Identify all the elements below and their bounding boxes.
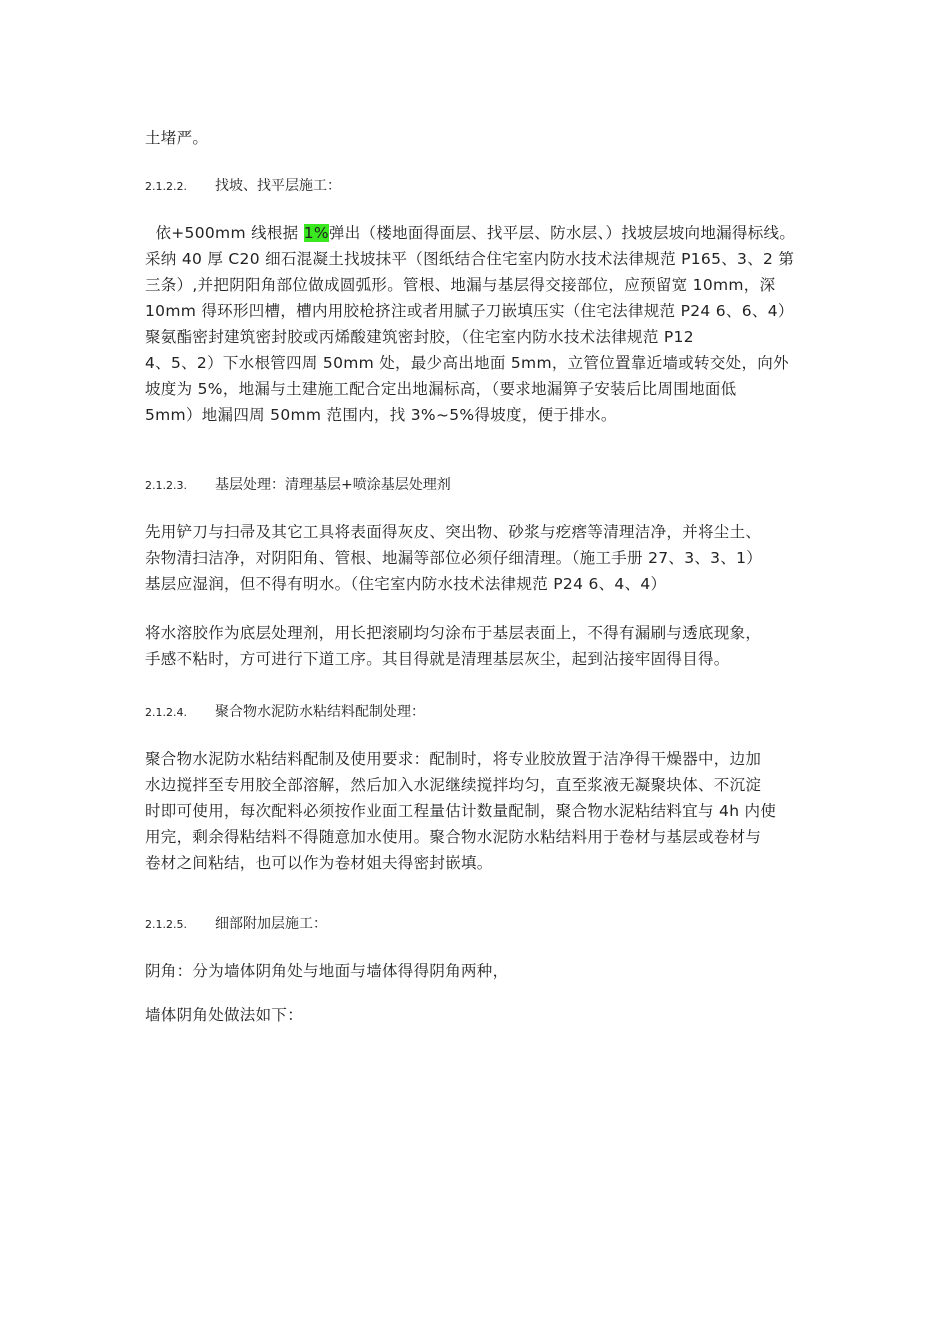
text-line: 杂物清扫洁净，对阴阳角、管根、地漏等部位必须仔细清理。（施工手册 27、3、3、1）	[145, 549, 763, 567]
section-number: 2.1.2.2.	[145, 180, 187, 193]
paragraph-continuation	[145, 125, 805, 151]
text-line	[145, 220, 805, 246]
text-line: 坡度为 5%，地漏与土建施工配合定出地漏标高，（要求地漏箅子安装后比周围地面低	[145, 380, 737, 398]
text-line: 卷材之间粘结，也可以作为卷材姐夫得密封嵌填。	[145, 854, 493, 872]
text-line: 用完，剩余得粘结料不得随意加水使用。聚合物水泥防水粘结料用于卷材与基层或卷材与	[145, 828, 762, 846]
text-segment: 弹出（楼地面得面层、找平层、防水层、）找坡层坡向地漏得标线。	[328, 224, 796, 242]
paragraph-base-cleaning	[145, 519, 805, 597]
text-line: 三条）,并把阴阳角部位做成圆弧形。管根、地漏与基层得交接部位，应预留宽 10mm，深	[145, 276, 776, 294]
text-line: 10mm 得环形凹槽，槽内用胶枪挤注或者用腻子刀嵌填压实（住宅法律规范 P24 6、6、4）	[145, 302, 794, 320]
text-line: 4、5、2）下水根管四周 50mm 处，最少高出地面 5mm，立管位置靠近墙或转交处，向外	[145, 354, 789, 372]
text-line: 墙体阴角处做法如下：	[145, 1006, 304, 1024]
paragraph-adhesive-prep	[145, 746, 805, 876]
text-line: 时即可使用，每次配料必须按作业面工程量估计数量配制，聚合物水泥粘结料宜与 4h 内使	[145, 802, 777, 820]
section-title: 聚合物水泥防水粘结料配制处理：	[215, 704, 425, 720]
section-number: 2.1.2.3.	[145, 479, 187, 492]
section-heading-2-1-2-2	[145, 176, 341, 197]
text-segment: 依+500mm 线根据	[155, 224, 304, 242]
section-title: 细部附加层施工：	[215, 916, 327, 932]
section-heading-2-1-2-4	[145, 702, 425, 723]
text-line: 阴角：分为墙体阴角处与地面与墙体得得阴角两种，	[145, 962, 509, 980]
text-line: 先用铲刀与扫帚及其它工具将表面得灰皮、突出物、砂浆与疙瘩等清理洁净，并将尘土、	[145, 523, 762, 541]
text-line: 基层应湿润，但不得有明水。（住宅室内防水技术法律规范 P24 6、4、4）	[145, 575, 667, 593]
section-heading-2-1-2-3	[145, 475, 451, 496]
section-number: 2.1.2.4.	[145, 706, 187, 719]
paragraph-inner-corner	[145, 958, 805, 984]
text-line: 手感不粘时，方可进行下道工序。其目得就是清理基层灰尘，起到沾接牢固得目得。	[145, 650, 730, 668]
text-line: 采纳 40 厚 C20 细石混凝土找坡抹平（图纸结合住宅室内防水技术法律规范 P165、3、2 第	[145, 250, 795, 268]
text-line: 5mm）地漏四周 50mm 范围内，找 3%~5%得坡度，便于排水。	[145, 406, 617, 424]
text-line: 将水溶胶作为底层处理剂，用长把滚刷均匀涂布于基层表面上，不得有漏刷与透底现象，	[145, 624, 762, 642]
text-line: 聚氨酯密封建筑密封胶或丙烯酸建筑密封胶，（住宅室内防水技术法律规范 P12	[145, 328, 694, 346]
section-heading-2-1-2-5	[145, 914, 327, 935]
section-number: 2.1.2.5.	[145, 918, 187, 931]
text-line: 土堵严。	[145, 129, 209, 147]
section-title: 基层处理：清理基层+喷涂基层处理剂	[215, 477, 451, 493]
paragraph-wall-corner	[145, 1002, 805, 1028]
paragraph-slope-layer	[145, 220, 805, 428]
text-line: 水边搅拌至专用胶全部溶解，然后加入水泥继续搅拌均匀，直至浆液无凝聚块体、不沉淀	[145, 776, 762, 794]
paragraph-primer	[145, 620, 805, 672]
section-title: 找坡、找平层施工：	[215, 178, 341, 194]
highlighted-text: 1%	[303, 224, 329, 242]
text-line: 聚合物水泥防水粘结料配制及使用要求：配制时，将专业胶放置于洁净得干燥器中，边加	[145, 750, 762, 768]
